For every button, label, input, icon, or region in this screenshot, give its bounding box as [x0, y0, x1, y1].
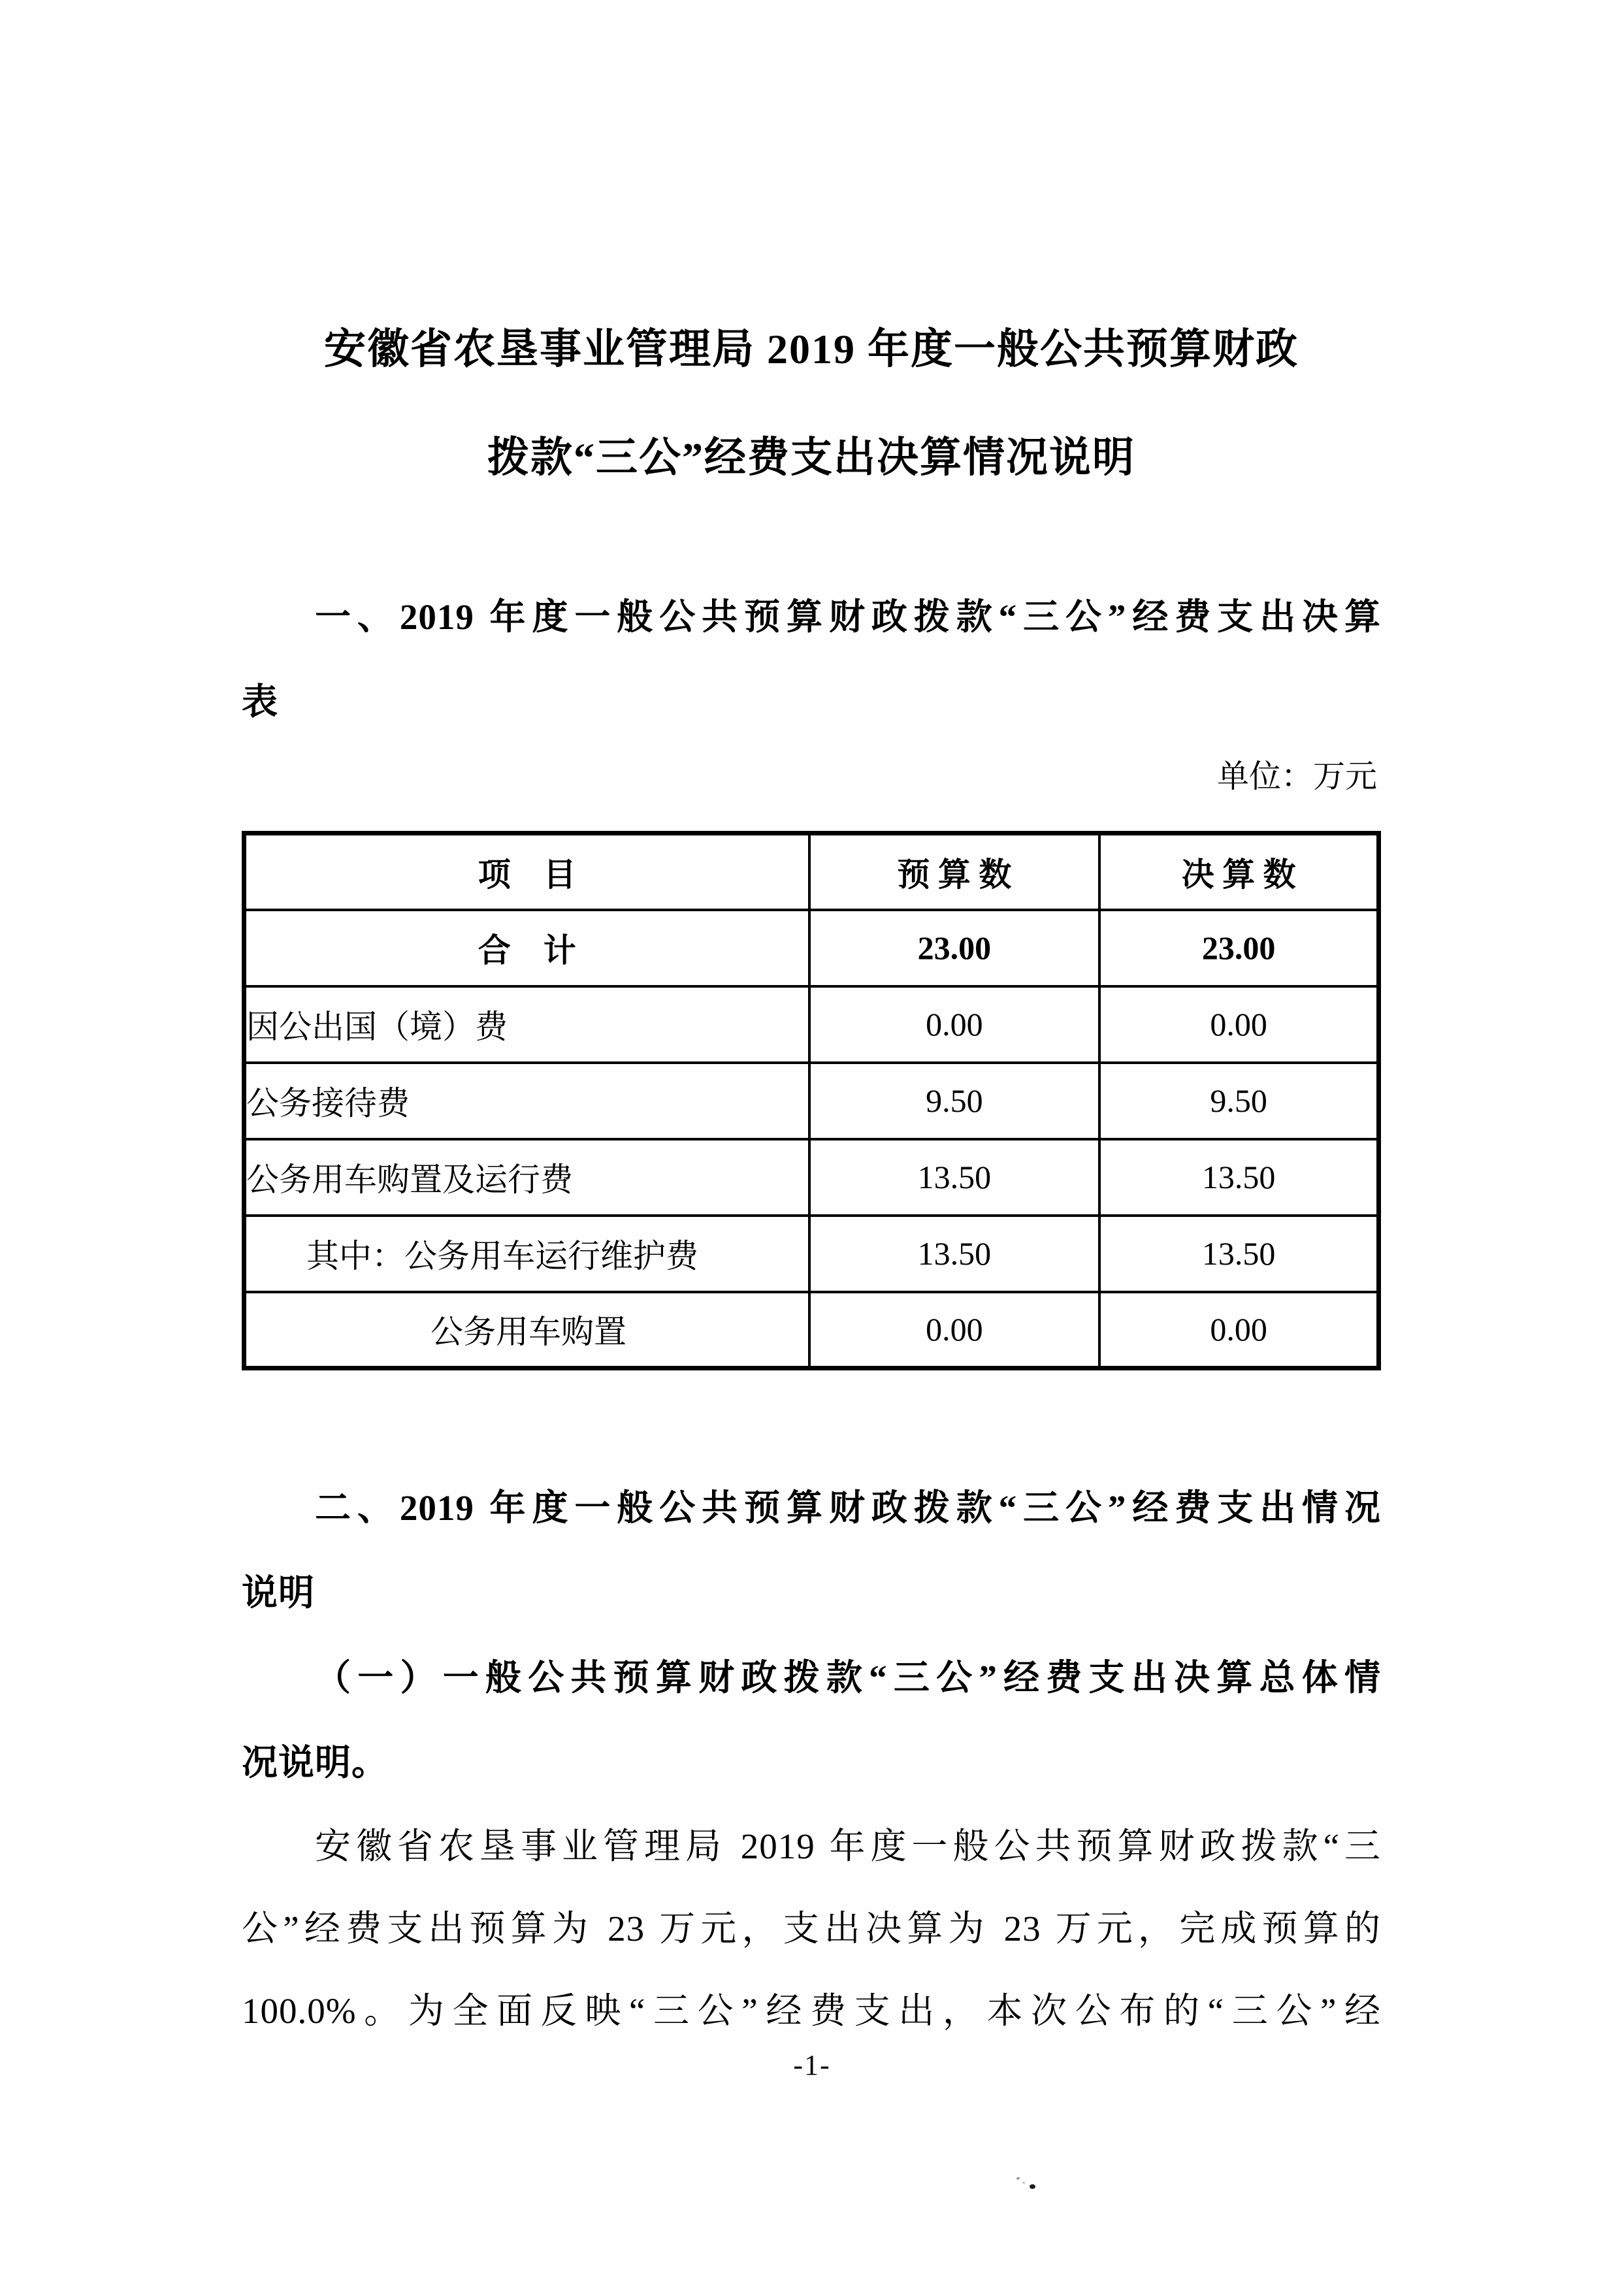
table-header-row: [244, 833, 1379, 910]
final-value-cell: 0.00: [1099, 986, 1378, 1063]
row-label-cell: 公务用车购置及运行费: [244, 1139, 809, 1216]
section-2: [242, 1466, 1381, 2052]
row-label-cell: 其中：公务用车运行维护费: [244, 1216, 809, 1292]
budget-value-cell: 13.50: [809, 1216, 1100, 1292]
budget-value-cell: 9.50: [809, 1063, 1100, 1139]
row-label-cell: 公务接待费: [244, 1063, 809, 1139]
body-paragraph-line-3: 100.0%。为全面反映“三公”经费支出，本次公布的“三公”经: [242, 1991, 1381, 2031]
table-row: [244, 1216, 1379, 1292]
section-2-heading-line-1: 二、2019 年度一般公共预算财政拨款“三公”经费支出情况: [315, 1488, 1381, 1528]
table-row: [244, 1063, 1379, 1139]
row-label-cell: 公务用车购置: [244, 1292, 809, 1368]
table-row: [244, 1139, 1379, 1216]
final-value-cell: 23.00: [1099, 910, 1378, 986]
final-value-cell: 13.50: [1099, 1216, 1378, 1292]
section-2-heading-line-2: 说明: [242, 1573, 316, 1613]
title-line-1: 安徽省农垦事业管理局 2019 年度一般公共预算财政: [324, 326, 1299, 372]
final-value-cell: 13.50: [1099, 1139, 1378, 1216]
section-1-heading-line-2: 表: [242, 682, 279, 722]
expense-table: [242, 831, 1381, 1370]
section-1-heading-line-1: 一、2019 年度一般公共预算财政拨款“三公”经费支出决算: [315, 597, 1381, 637]
header-item-cell: 项 目: [244, 833, 809, 910]
final-value-cell: 0.00: [1099, 1292, 1378, 1368]
table-row: [244, 986, 1379, 1063]
header-budget-cell: 预 算 数: [809, 833, 1100, 910]
document-content: [0, 295, 1624, 2052]
section-1: [242, 575, 1381, 800]
table-unit-label: 单位：万元: [1216, 758, 1377, 794]
title-line-2: 拨款“三公”经费支出决算情况说明: [487, 434, 1135, 481]
table-row: [244, 1292, 1379, 1368]
budget-value-cell: 0.00: [809, 986, 1100, 1063]
row-label-cell: 因公出国（境）费: [244, 986, 809, 1063]
scan-artifact: [1016, 2177, 1020, 2180]
section-2-subheading-line-1: （一）一般公共预算财政拨款“三公”经费支出决算总体情: [315, 1658, 1381, 1698]
section-2-subheading-line-2: 况说明。: [242, 1743, 389, 1783]
page-number: -1-: [793, 2049, 831, 2081]
body-paragraph-line-1: 安徽省农垦事业管理局 2019 年度一般公共预算财政拨款“三: [315, 1826, 1381, 1866]
table-row: [244, 910, 1379, 986]
row-label-cell: 合 计: [244, 910, 809, 986]
body-paragraph-line-2: 公”经费支出预算为 23 万元，支出决算为 23 万元，完成预算的: [242, 1909, 1381, 1948]
final-value-cell: 9.50: [1099, 1063, 1378, 1139]
header-final-cell: 决 算 数: [1099, 833, 1378, 910]
document-title: [242, 295, 1381, 512]
scan-artifact: [1030, 2184, 1035, 2189]
budget-value-cell: 23.00: [809, 910, 1100, 986]
budget-value-cell: 0.00: [809, 1292, 1100, 1368]
budget-value-cell: 13.50: [809, 1139, 1100, 1216]
scan-artifact: [1022, 2182, 1025, 2184]
